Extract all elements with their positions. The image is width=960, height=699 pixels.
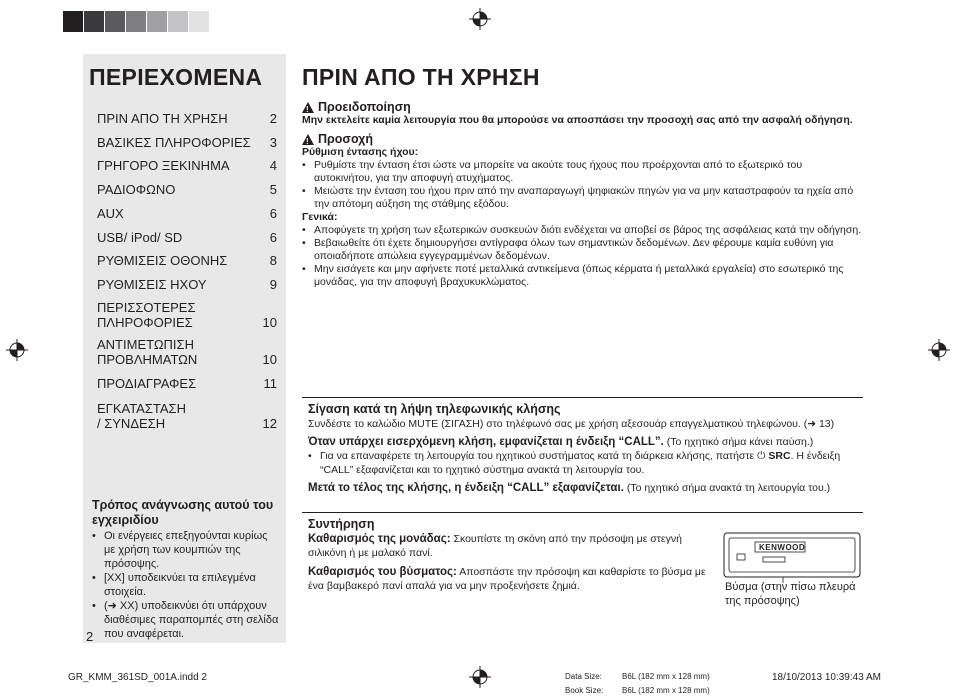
toc-item[interactable] [97, 158, 277, 173]
bullet-text: . Η ένδειξη “CALL” εξαφανίζεται και το ηχητικό σύστημα ανακτά τη λειτουργία του. [320, 450, 841, 476]
page-number: 2 [86, 629, 94, 644]
toc-item-label: ΓΡΗΓΟΡΟ ΞΕΚΙΝΗΜΑ [97, 158, 230, 173]
warning-text: Μην εκτελείτε καμία λειτουργία που θα μπορούσε να αποσπάσει την προσοχή σας από την ασφαλή οδήγηση. [302, 114, 853, 126]
toc-item-label: ΡΑΔΙΟΦΩΝΟ [97, 182, 176, 197]
toc-item-page: 12 [262, 416, 277, 431]
registration-mark-icon [469, 8, 491, 30]
toc-item-label: ΡΥΘΜΙΣΕΙΣ ΟΘΟΝΗΣ [97, 253, 228, 268]
toc-item-label: ΑΝΤΙΜΕΤΩΠΙΣΗ ΠΡΟΒΛΗΜΑΤΩΝ [97, 337, 198, 367]
mute-title: Σίγαση κατά τη λήψη τηλεφωνικής κλήσης [308, 402, 561, 416]
bullet-text: Για να επαναφέρετε τη λειτουργία του ηχητικού συστήματος κατά τη διάρκεια κλήσης, πατήστε [320, 450, 755, 462]
end-line [308, 481, 863, 495]
cleaning-connector [308, 565, 708, 593]
toc-item-page: 9 [269, 277, 277, 292]
toc-item[interactable] [97, 337, 277, 367]
list-item: • Βεβαιωθείτε ότι έχετε δημιουργήσει αντίγραφα όλων των σημαντικών δεδομένων. Δεν φέρουμε καμία ευθύνη για οποιαδήποτε απώλεια εγγεγραμμένων δεδομένων. [302, 237, 862, 263]
toc-item[interactable] [97, 300, 277, 330]
toc-item[interactable] [97, 401, 277, 431]
general-heading: Γενικά: [302, 211, 338, 223]
footer-filename: GR_KMM_361SD_001A.indd 2 [68, 672, 207, 683]
warning-triangle-icon [302, 134, 314, 145]
color-bar [168, 11, 188, 32]
toc-item-label: AUX [97, 206, 124, 221]
maintenance-section [308, 516, 708, 593]
list-item: • Αποφύγετε τη χρήση των εξωτερικών συσκευών διότι ενδέχεται να αποβεί σε βάρος της ασφάλειας κατά την οδήγηση. [302, 224, 862, 237]
incoming-note: (Το ηχητικό σήμα κάνει παύση.) [666, 436, 814, 448]
list-item: • Μειώστε την ένταση του ήχου πριν από την αναπαραγωγή ψηφιακών πηγών για να μην καταστραφούν τα ηχεία από την απότομη αύξηση της στάθμης εξόδου. [302, 185, 862, 211]
brand-logo: KENWOOD [759, 543, 806, 552]
toc-item[interactable] [97, 230, 277, 245]
cleaning-unit [308, 532, 708, 560]
color-bar [63, 11, 83, 32]
maintenance-title: Συντήρηση [308, 517, 375, 531]
toc-item-page: 2 [269, 111, 277, 126]
cleaning-unit-bold: Καθαρισμός της μονάδας: [308, 533, 451, 545]
registration-mark-icon [469, 666, 491, 688]
howto-bullets [92, 529, 280, 641]
divider [302, 397, 863, 398]
book-size-value: B6L (182 mm x 128 mm) [622, 686, 710, 695]
registration-mark-icon [6, 339, 28, 361]
toc-item[interactable] [97, 277, 277, 292]
incoming-bold: Όταν υπάρχει εισερχόμενη κλήση, εμφανίζεται η ένδειξη “CALL”. [308, 436, 664, 448]
src-label: SRC [768, 450, 791, 462]
toc-item[interactable] [97, 111, 277, 126]
list-item: • [XX] υποδεικνύει τα επιλεγμένα στοιχεία. [92, 571, 280, 599]
book-size-label: Book Size: [565, 686, 604, 695]
footer-date: 18/10/2013 10:39:43 AM [772, 672, 881, 683]
mute-section [308, 401, 863, 495]
toc-item-label: ΒΑΣΙΚΕΣ ΠΛΗΡΟΦΟΡΙΕΣ [97, 135, 251, 150]
warning-heading [302, 101, 862, 114]
cleaning-connector-text: Αποσπάστε την πρόσοψη και καθαρίστε το βύσμα με ένα βαμβακερό πανί απαλά για να μην προξενήσετε ζημιά. [308, 566, 706, 592]
toc-item-page: 6 [269, 230, 277, 245]
caution-heading [302, 133, 862, 146]
toc-item[interactable] [97, 135, 277, 150]
image-caption: Βύσμα (στην πίσω πλευρά της πρόσοψης) [725, 581, 856, 607]
toc-item-label: USB/ iPod/ SD [97, 230, 183, 245]
toc-item[interactable] [97, 253, 277, 268]
color-bar [147, 11, 167, 32]
toc-item-page: 8 [269, 253, 277, 268]
toc-item[interactable] [97, 182, 277, 197]
end-note: (Το ηχητικό σήμα ανακτά τη λειτουργία του.) [626, 482, 831, 494]
toc-item-label: ΠΕΡΙΣΣΟΤΕΡΕΣ ΠΛΗΡΟΦΟΡΙΕΣ [97, 300, 196, 330]
warning-title: Προειδοποίηση [318, 100, 411, 114]
list-item: • Ρυθμίστε την ένταση έτσι ώστε να μπορείτε να ακούτε τους ήχους που προέρχονται από το εξωτερικό του αυτοκινήτου, για την αποφυγή ατυχήματος. [302, 159, 862, 185]
toc-item-page: 4 [269, 158, 277, 173]
mute-text: Συνδέστε το καλώδιο MUTE (ΣΙΓΑΣΗ) στο τηλέφωνό σας με χρήση αξεσουάρ επαγγελματικού τηλεφώνου. (➜ 13) [308, 418, 835, 430]
toc-item-label: ΠΡΙΝ ΑΠΟ ΤΗ ΧΡΗΣΗ [97, 111, 228, 126]
toc-title: ΠΕΡΙΕΧΟΜΕΝΑ [89, 64, 263, 90]
caution-title: Προσοχή [318, 132, 373, 146]
list-item: • Οι ενέργειες επεξηγούνται κυρίως με χρήση των κουμπιών της πρόσοψης. [92, 529, 280, 571]
registration-mark-icon [928, 339, 950, 361]
data-size-value: B6L (182 mm x 128 mm) [622, 672, 710, 681]
divider [302, 512, 863, 513]
howto-title: Τρόπος ανάγνωσης αυτού του εγχειριδίου [92, 498, 274, 527]
color-bar [84, 11, 104, 32]
toc-item-label: ΠΡΟΔΙΑΓΡΑΦΕΣ [97, 376, 197, 391]
end-bold: Μετά το τέλος της κλήσης, η ένδειξη “CALL” εξαφανίζεται. [308, 482, 624, 494]
color-bar [126, 11, 146, 32]
incoming-line [308, 435, 863, 449]
toc-item-page: 11 [263, 376, 277, 391]
color-bar [105, 11, 125, 32]
faceplate-illustration [723, 530, 863, 585]
toc-item[interactable] [97, 206, 277, 221]
page-title: ΠΡΙΝ ΑΠΟ ΤΗ ΧΡΗΣΗ [302, 64, 540, 90]
data-size-label: Data Size: [565, 672, 602, 681]
warning-triangle-icon [302, 102, 314, 113]
toc-item-page: 10 [262, 315, 277, 330]
color-bar [189, 11, 209, 32]
toc-item-label: ΡΥΘΜΙΣΕΙΣ ΗΧΟΥ [97, 277, 207, 292]
toc-item-page: 6 [269, 206, 277, 221]
list-item [308, 449, 863, 477]
toc-item-label: ΕΓΚΑΤΑΣΤΑΣΗ / ΣΥΝΔΕΣΗ [97, 401, 186, 431]
list-item: • (➜ XX) υποδεικνύει ότι υπάρχουν διαθέσιμες παραπομπές στη σελίδα που αναφέρεται. [92, 599, 280, 641]
volume-heading: Ρύθμιση έντασης ήχου: [302, 146, 419, 158]
toc-item-page: 5 [269, 182, 277, 197]
toc-item-page: 10 [262, 352, 277, 367]
cleaning-unit-text: Σκουπίστε τη σκόνη από την πρόσοψη με στεγνή σιλικόνη ή με μαλακό πανί. [308, 533, 682, 559]
cleaning-connector-bold: Καθαρισμός του βύσματος: [308, 566, 457, 578]
list-item: • Μην εισάγετε και μην αφήνετε ποτέ μεταλλικά αντικείμενα (όπως κέρματα ή μεταλλικά εργαλεία) στο εσωτερικό της μονάδας, για την αποφυγή βραχυκυκλώματος. [302, 263, 862, 289]
toc-item-page: 3 [269, 135, 277, 150]
warnings-block [302, 101, 862, 289]
toc-item[interactable] [97, 376, 277, 391]
power-icon: ⏻ [757, 450, 766, 462]
